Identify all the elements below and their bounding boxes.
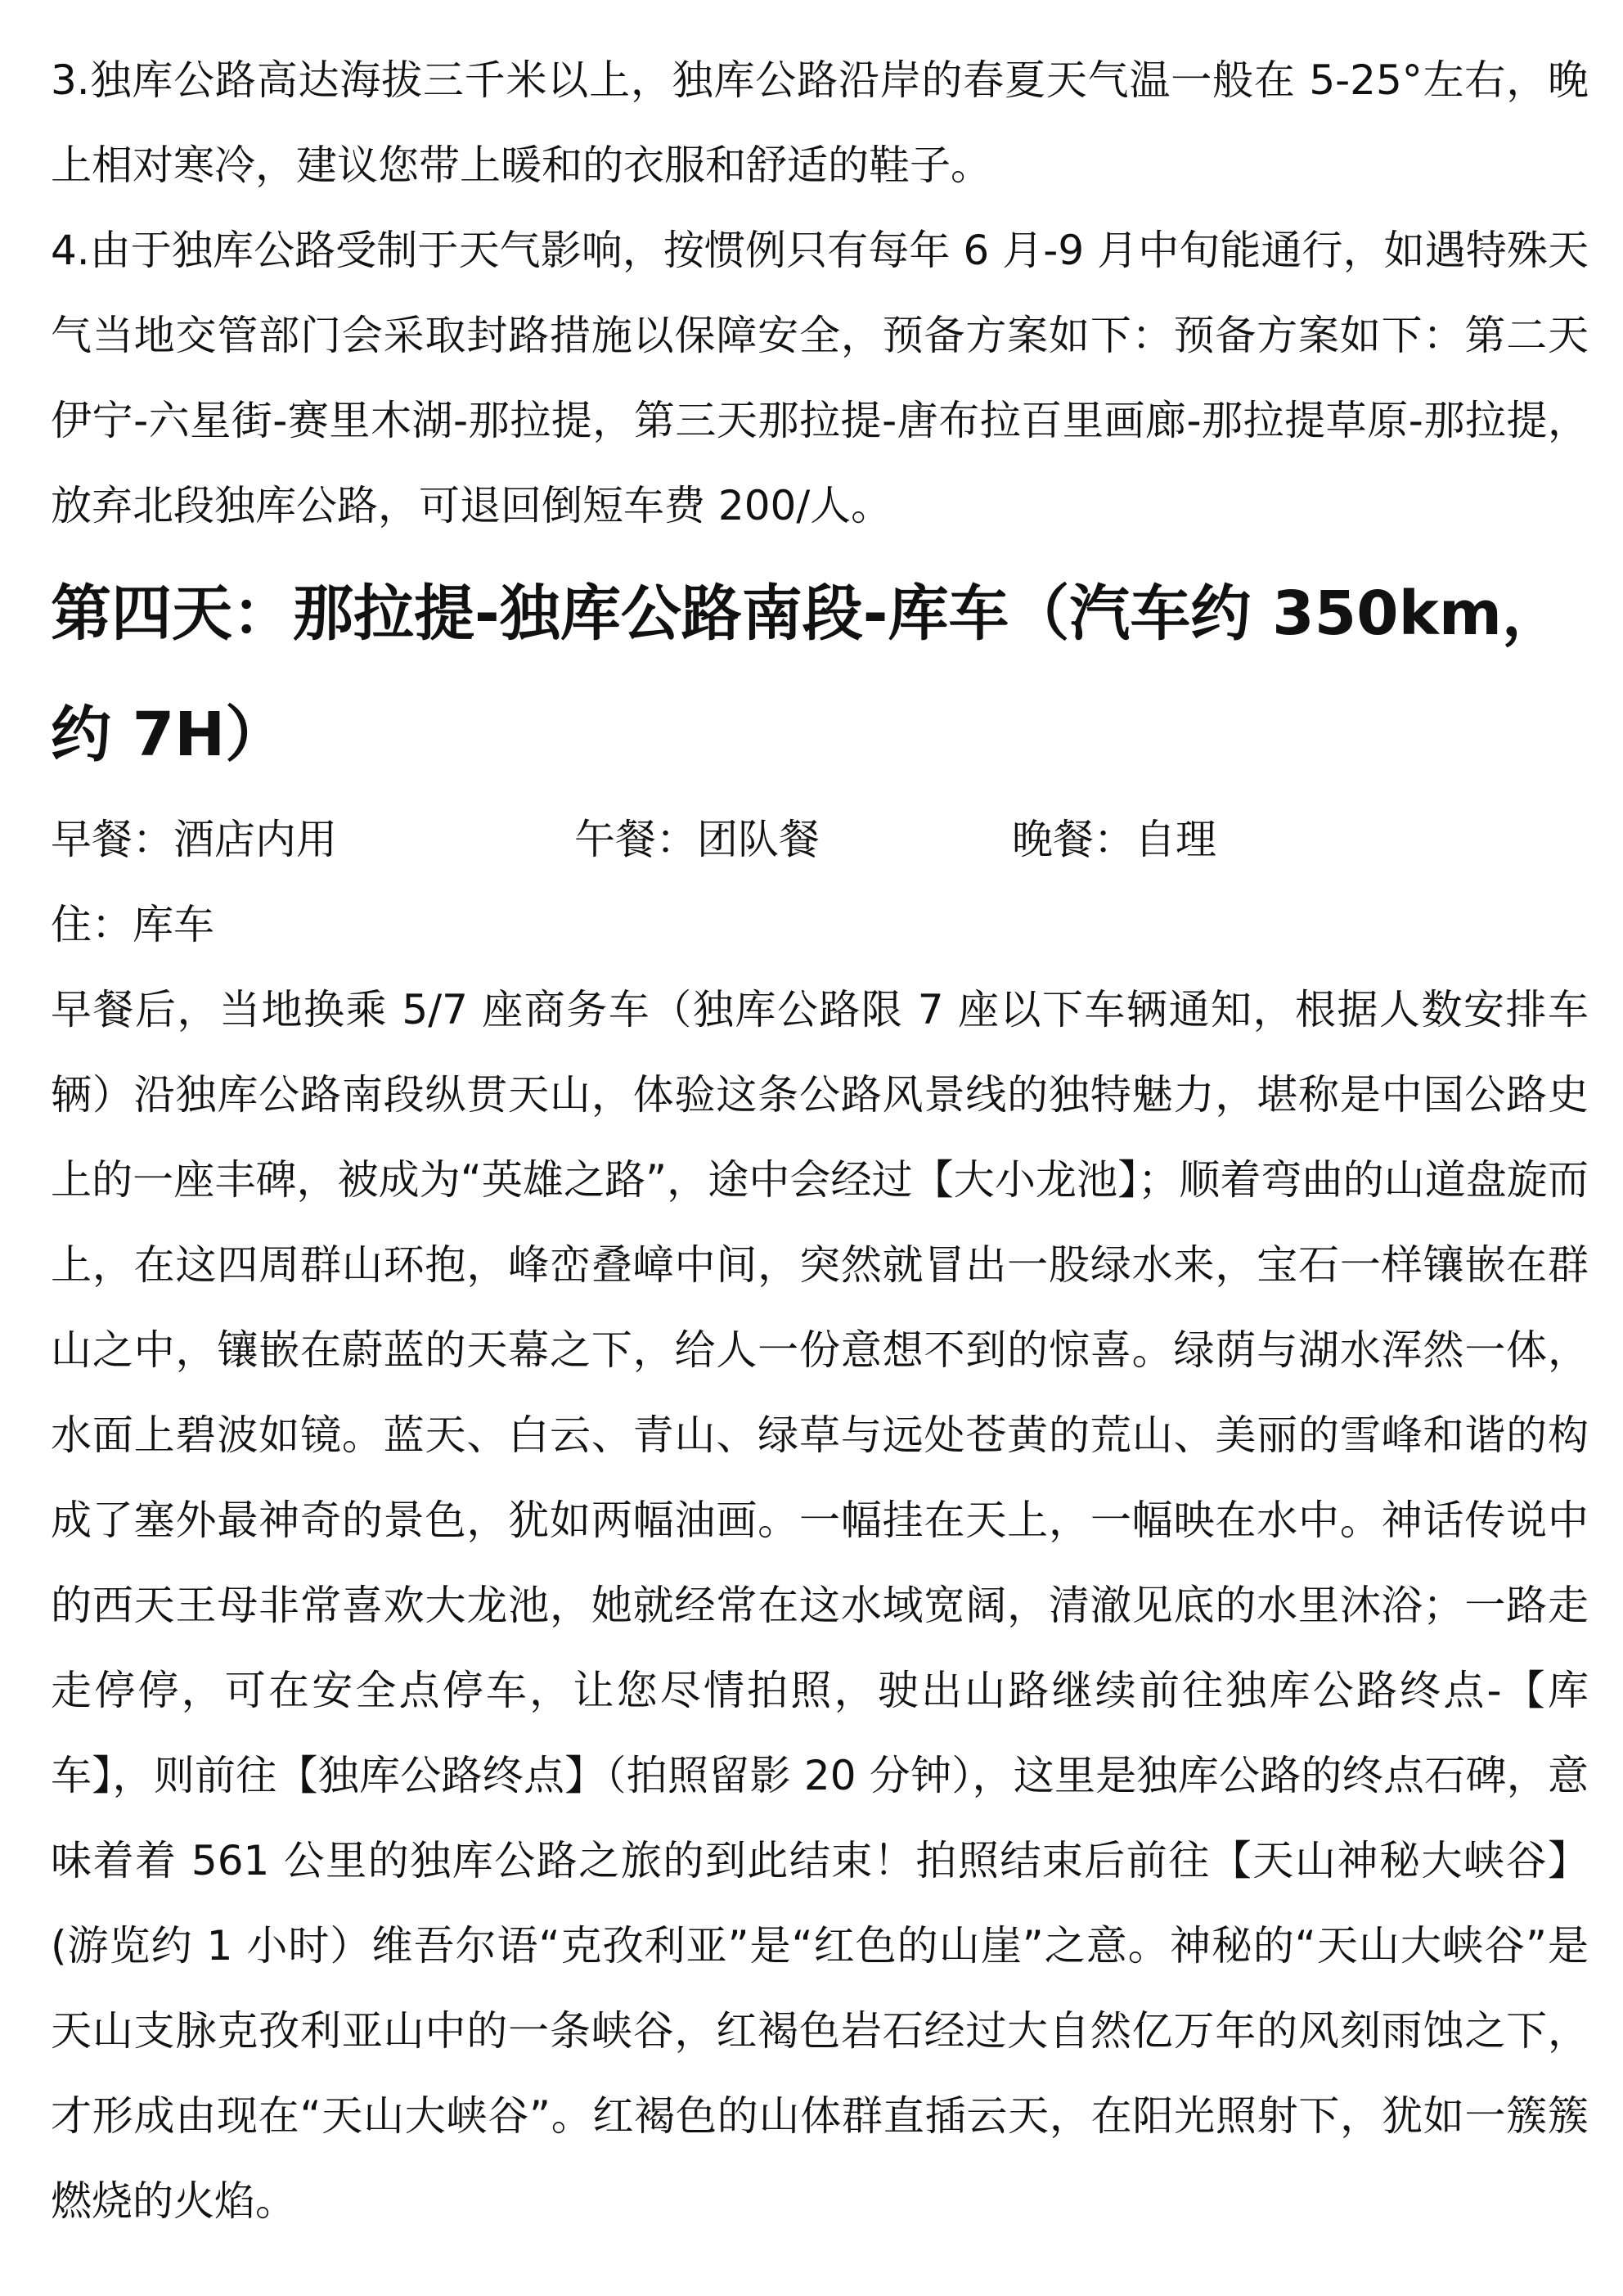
itinerary-page [51, 38, 1589, 2244]
dinner-info: 晚餐：自理 [1012, 816, 1216, 863]
lunch-info: 午餐：团队餐 [574, 816, 820, 863]
note-road-closure: 4.由于独库公路受制于天气影响，按惯例只有每年 6 月-9 月中旬能通行，如遇特殊天气当地交管部门会采取封路措施以保障安全，预备方案如下：预备方案如下：第二天伊宁-六星街-赛里木湖-那拉提，第三天那拉提-唐布拉百里画廊-那拉提草原-那拉提，放弃北段独库公路，可退回倒短车费 200/人。 [51, 227, 1589, 529]
day-four-title: 第四天：那拉提-独库公路南段-库车（汽车约 350km，约 7H） [51, 579, 1562, 770]
meals-row [51, 797, 1589, 882]
note-altitude: 3.独库公路高达海拔三千米以上，独库公路沿岸的春夏天气温一般在 5-25°左右，晚上相对寒冷，建议您带上暖和的衣服和舒适的鞋子。 [51, 56, 1589, 189]
day-description: 早餐后，当地换乘 5/7 座商务车（独库公路限 7 座以下车辆通知，根据人数安排车辆）沿独库公路南段纵贯天山，体验这条公路风景线的独特魅力，堪称是中国公路史上的一座丰碑，被成为“英雄之路”，途中会经过【大小龙池】；顺着弯曲的山道盘旋而上，在这四周群山环抱，峰峦叠嶂中间，突然就冒出一股绿水来，宝石一样镶嵌在群山之中，镶嵌在蔚蓝的天幕之下，给人一份意想不到的惊喜。绿荫与湖水浑然一体，水面上碧波如镜。蓝天、白云、青山、绿草与远处苍黄的荒山、美丽的雪峰和谐的构成了塞外最神奇的景色，犹如两幅油画。一幅挂在天上，一幅映在水中。神话传说中的西天王母非常喜欢大龙池，她就经常在这水域宽阔，清澈见底的水里沐浴；一路走走停停，可在安全点停车，让您尽情拍照，驶出山路继续前往独库公路终点-【库车】，则前往【独库公路终点】（拍照留影 20 分钟），这里是独库公路的终点石碑，意味着着 561 公里的独库公路之旅的到此结束！拍照结束后前往【天山神秘大峡谷】(游览约 1 小时）维吾尔语“克孜利亚”是“红色的山崖”之意。神秘的“天山大峡谷”是天山支脉克孜利亚山中的一条峡谷，红褐色岩石经过大自然亿万年的风刻雨蚀之下，才形成由现在“天山大峡谷”。红褐色的山体群直插云天，在阳光照射下，犹如一簇簇燃烧的火焰。 [51, 986, 1589, 2225]
breakfast-info: 早餐：酒店内用 [51, 816, 337, 863]
accommodation-info: 住：库车 [51, 901, 214, 948]
